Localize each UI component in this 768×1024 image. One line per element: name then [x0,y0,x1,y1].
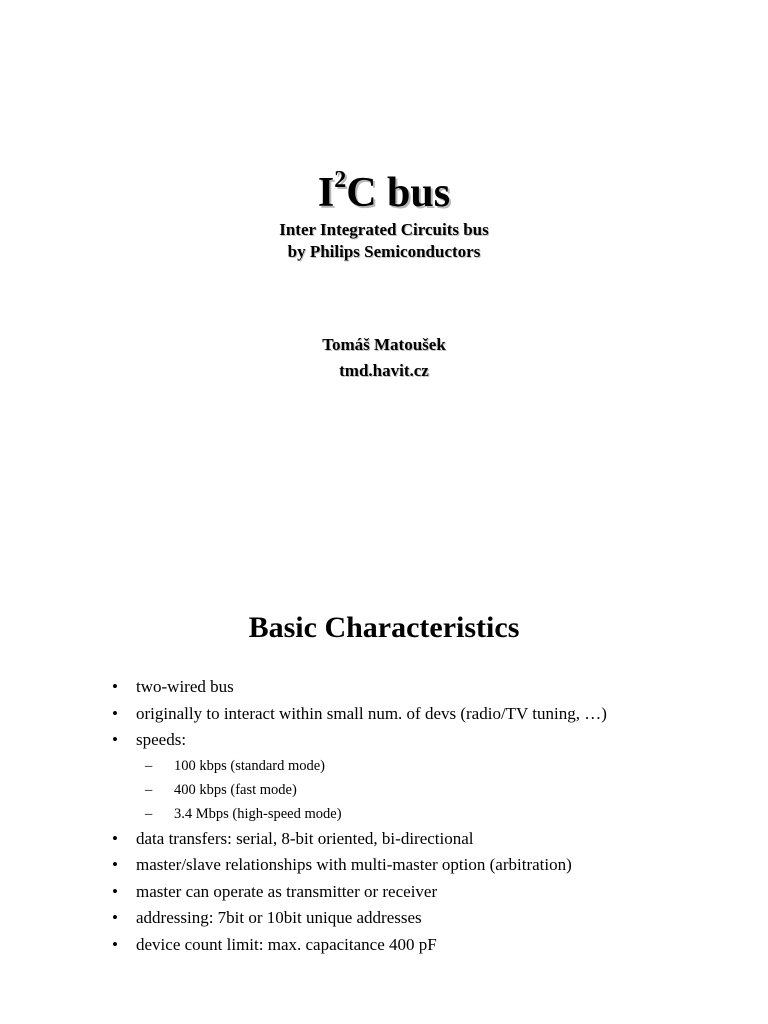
sublist-item-text: 3.4 Mbps (high-speed mode) [174,805,342,822]
slide-title [0,168,768,218]
author-name: Tomáš Matoušek [322,335,446,354]
title-letter: I [317,170,335,216]
bullet-icon: • [112,934,118,954]
list-item-text: addressing: 7bit or 10bit unique addresses [136,908,422,927]
list-item-text: speeds: [136,730,187,749]
list-item [112,826,607,853]
dash-icon: – [145,757,153,774]
list-item [112,932,607,959]
list-item-text: master/slave relationships with multi-master option (arbitration) [136,855,572,874]
bullet-icon: • [112,881,118,901]
subtitle-line-1: Inter Integrated Circuits bus [279,220,489,239]
list-item [112,879,607,906]
list-item [112,905,607,932]
list-item-text: data transfers: serial, 8-bit oriented, bi-directional [136,828,474,848]
characteristics-list [112,674,607,958]
list-item [112,674,607,701]
sublist-item-text: 100 kbps (standard mode) [174,757,326,774]
bullet-icon: • [112,677,118,696]
sublist-item [145,802,607,826]
dash-icon: – [145,805,153,822]
list-item-text: two-wired bus [136,677,234,696]
subtitle-line-2: by Philips Semiconductors [287,242,481,261]
bullet-icon: • [112,828,118,848]
sublist-item [145,778,607,802]
list-item [112,727,607,826]
dash-icon: – [145,781,153,798]
author-website: tmd.havit.cz [339,361,429,380]
characteristics-slide [0,512,768,1024]
bullet-icon: • [112,703,118,723]
section-heading: Basic Characteristics [248,611,520,644]
bullet-icon: • [112,730,118,749]
list-item-text: device count limit: max. capacitance 400 pF [136,934,437,954]
list-item-text: master can operate as transmitter or receiver [136,881,438,901]
bullet-icon: • [112,855,118,874]
bullet-icon: • [112,908,118,927]
title-superscript: 2 [334,167,347,193]
speeds-sublist [136,754,607,826]
list-item-text: originally to interact within small num. of devs (radio/TV tuning, …) [136,703,607,723]
sublist-item-text: 400 kbps (fast mode) [174,781,297,798]
list-item [112,852,607,879]
title-rest: C bus [346,170,451,216]
list-item [112,701,607,728]
sublist-item [145,754,607,778]
